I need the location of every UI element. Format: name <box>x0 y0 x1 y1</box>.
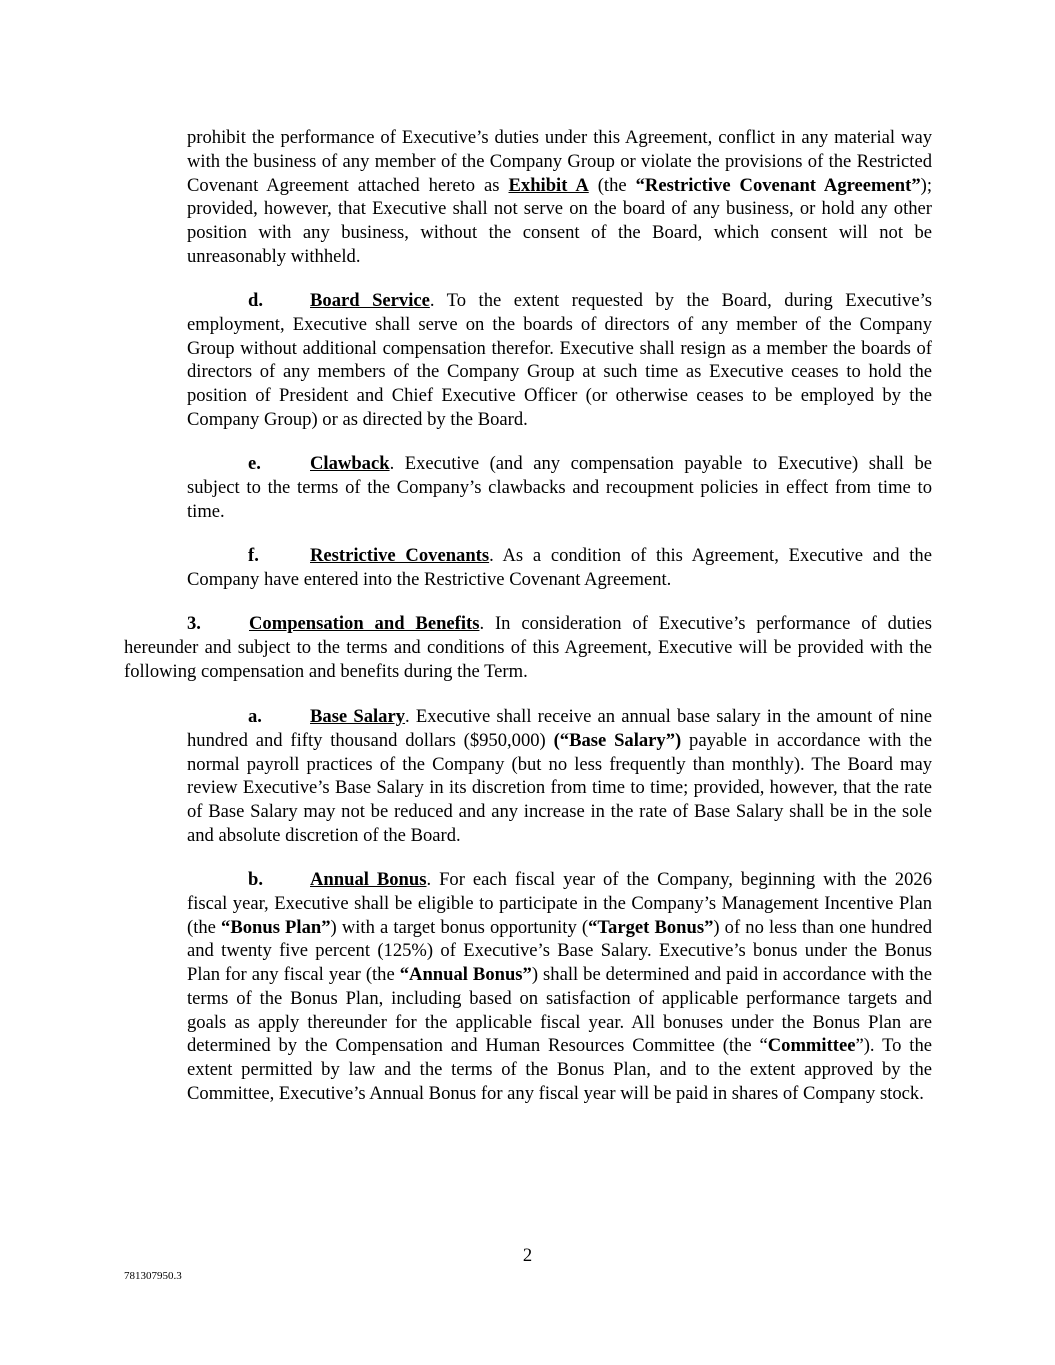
section-heading: Annual Bonus <box>310 869 427 890</box>
section-number: f. <box>248 545 259 566</box>
defined-term-base-salary: (“Base Salary”) <box>553 729 682 751</box>
section-heading: Clawback <box>310 453 390 474</box>
section-heading: Board Service <box>310 290 430 311</box>
section-heading: Base Salary <box>310 706 406 727</box>
paragraph-c-continued: prohibit the performance of Executive’s duties under this Agreement, conflict in any material way with the business of any member of the Company Group or violate the provisions of the Restricted Covenant Agreement attached hereto as Exhibit A (the “Restrictive Covenant Agreement”); provided, however, that Executive shall not serve on the board of any business, or hold any other position with any business, without the consent of the Board, which consent will not be unreasonably withheld. <box>187 127 932 267</box>
paragraph-b-annual-bonus: b. Annual Bonus. For each fiscal year of the Company, beginning with the 2026 fiscal year, Executive shall be eligible to participate in the Company’s Management Incentive Plan (the “Bonus Plan”) with a target bonus opportunity (“Target Bonus”) of no less than one hundred and twenty five percent (125%) of Executive’s Base Salary. Executive’s bonus under the Bonus Plan for any fiscal year (the “Annual Bonus”) shall be determined and paid in accordance with the terms of the Bonus Plan, including based on satisfaction of applicable performance targets and goals as apply thereunder for the applicable fiscal year. All bonuses under the Bonus Plan are determined by the Compensation and Human Resources Committee (the “Committee”). To the extent permitted by law and the terms of the Bonus Plan, and to the extent approved by the Committee, Executive’s Annual Bonus for any fiscal year will be paid in shares of Company stock. <box>187 869 932 1104</box>
document-id: 781307950.3 <box>124 1270 182 1282</box>
section-heading: Restrictive Covenants <box>310 545 490 566</box>
paragraph-a-base-salary: a. Base Salary. Executive shall receive an annual base salary in the amount of nine hundred and fifty thousand dollars ($950,000) (“Base Salary”) payable in accordance with the normal payroll practices of the Company (but no less frequently than monthly). The Board may review Executive’s Base Salary in its discretion from time to time; provided, however, that the rate of Base Salary may not be reduced and any increase in the rate of Base Salary shall be in the sole and absolute discretion of the Board. <box>187 706 932 846</box>
section-number: a. <box>248 706 262 727</box>
section-heading: Compensation and Benefits <box>249 613 480 634</box>
section-3-compensation-and-benefits: 3. Compensation and Benefits. In consideration of Executive’s performance of duties hereunder and subject to the terms and conditions of this Agreement, Executive will be provided with the following compensation and benefits during the Term. <box>124 613 932 682</box>
defined-term-annual-bonus: “Annual Bonus” <box>399 964 532 985</box>
section-number: 3. <box>187 613 201 634</box>
defined-term-committee: Committee <box>767 1035 856 1057</box>
paragraph-f-restrictive-covenants: f. Restrictive Covenants. As a condition of this Agreement, Executive and the Company have entered into the Restrictive Covenant Agreement. <box>187 545 932 590</box>
defined-term-bonus-plan: “Bonus Plan” <box>221 916 331 938</box>
defined-term-restrictive-covenant-agreement: “Restrictive Covenant Agreement” <box>635 174 921 196</box>
paragraph-e-clawback: e. Clawback. Executive (and any compensation payable to Executive) shall be subject to the terms of the Company’s clawbacks and recoupment policies in effect from time to time. <box>187 453 932 522</box>
section-number: d. <box>248 290 263 311</box>
section-number: b. <box>248 869 263 890</box>
page-number: 2 <box>522 1245 533 1266</box>
exhibit-a-reference: Exhibit A <box>508 174 589 196</box>
paragraph-d-board-service: d. Board Service. To the extent requested by the Board, during Executive’s employment, Executive shall serve on the boards of directors of any member of the Company Group without additional compensation therefor. Executive shall resign as a member the boards of directors of any members of the Company Group at such time as Executive ceases to hold the position of President and Chief Executive Officer (or otherwise ceases to be employed by the Company Group) or as directed by the Board. <box>187 290 932 430</box>
section-number: e. <box>248 453 261 474</box>
defined-term-target-bonus: “Target Bonus” <box>588 916 714 938</box>
